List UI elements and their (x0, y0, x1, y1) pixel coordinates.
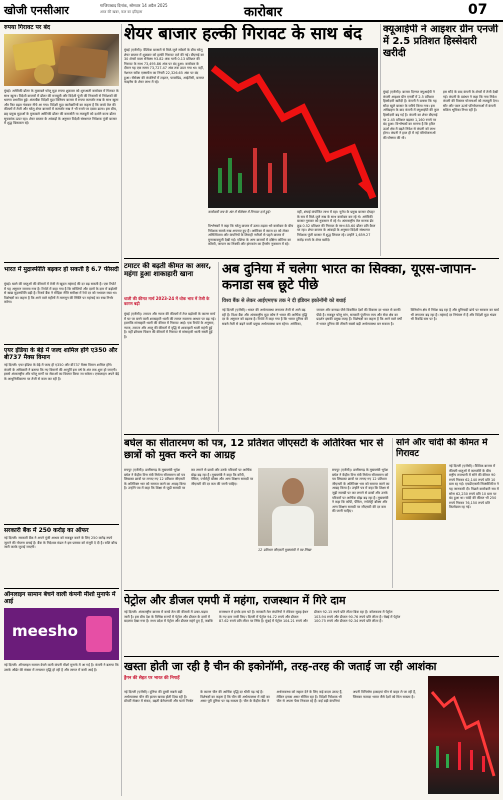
china-body: नई दिल्ली (एजेंसी)। दुनिया की दूसरी सबसे बड़ी अर्थव्यवस्था चीन की हालत खराब होती दिख रही है। प्रॉपर्टी सेक्टर में संकट, बढ़ती बेरोजगारी और घटते निर्यात के कारण चीन की आर्थिक वृद्धि दर धीमी पड़ गई है। विशेषज्ञों का कहना है कि चीन की अर्थव्यवस्था में मंदी का असर पूरी दुनिया पर पड़ सकता है। चीन के केंद्रीय बैंक ने अर्थव्यवस्था को सहारा देने के लिए कई कदम उठाए हैं, लेकिन इनका असर सीमित रहा है। विदेशी निवेशक भी चीन से अपना पैसा निकाल रहे हैं। कई बड़ी कंपनियां अपनी विनिर्माण इकाइयां चीन से बाहर ले जा रही हैं, जिसका फायदा भारत जैसे देशों को मिल सकता है। (124, 690, 417, 704)
market-chart-photo (208, 48, 378, 208)
thali-headline: टमाटर की बढ़ती कीमत का असर, महंगा हुआ शाकाहारी खाना (124, 262, 212, 278)
page-number: 07 (468, 2, 488, 18)
gold-photo (396, 464, 446, 520)
fuel-headline: पेट्रोल और डीजल एमपी में महंगा, राजस्थान में गिरे दाम (124, 594, 346, 607)
brand-name: खोजी एनसीआर (4, 4, 69, 17)
lead-headline: शेयर बाजार हल्की गिरावट के साथ बंद (124, 24, 363, 44)
rupee-headline: रुपया गिरावट पर बंद (4, 24, 51, 31)
airindia-body: नई दिल्ली। एयर इंडिया के बेड़े में जल्द ही ए350 और बी737 मैक्स विमान शामिल होंगे। कंपनी के अधिकारी ने बताया कि नए विमानों की आपूर्ति इस वर्ष के अंत तक शुरू हो जाएगी। इससे अंतरराष्ट्रीय और घरेलू मार्गों पर सेवाओं का विस्तार किया जा सकेगा। एयरलाइन अपने बेड़े के आधुनिकीकरण पर तेजी से काम कर रही है। (4, 363, 119, 381)
gst-body2: रायपुर (एजेंसी)। छत्तीसगढ़ के मुख्यमंत्री भूपेश बघेल ने केंद्रीय वित्त मंत्री निर्मला सीतारमण को पत्र लिखकर छात्रों पर लगाए गए 12 प्रतिशत जीएसटी के अतिरिक्त भार को समाप्त करने का आग्रह किया है। उन्होंने पत्र में कहा कि शिक्षा से जुड़ी सामग्री पर कर लगाने से छात्रों और उनके परिवारों पर आर्थिक बोझ बढ़ रहा है। मुख्यमंत्री ने कहा कि कॉपी, पेंसिल, ज्योमेट्री बॉक्स और अन्य शिक्षण सामग्री पर जीएसटी की दर कम की जानी चाहिए। (332, 468, 390, 514)
lead-body-c: वहीं, शंघाई कंपोजिट लाभ में रहा। यूरोप के प्रमुख बाजार दोपहर के सत्र में मिले-जुले रुख के साथ कारोबार कर रहे थे। अमेरिकी बाजार गुरुवार को नुकसान में रहे थे। अंतरराष्ट्रीय तेल मानक ब्रेंट क्रूड 0.52 प्रतिशत की गिरावट के साथ 85.60 डॉलर प्रति बैरल पर रहा। शेयर बाजार के आंकड़ों के अनुसार विदेशी संस्थागत निवेशक पूंजी बाजार में शुद्ध लिवाल रहे। उन्होंने 1,659.27 करोड़ रुपये के शेयर खरीदे। (297, 210, 376, 242)
thali-kicker: थाली की कीमत मार्च 2023-24 में थोक भाव में तेजी के कारण बढ़ी (124, 296, 210, 306)
rupee-body: मुंबई। अमेरिकी डॉलर के मुकाबले घरेलू मुद्रा रुपया शुक्रवार को शुरुआती कारोबार में गिरावट के साथ खुला। विदेशी बाजारों में डॉलर की मजबूती और विदेशी पूंजी की निकासी से निवेशकों की धारणा प्रभावित हुई। अंतरबैंक विदेशी मुद्रा विनिमय बाजार में रुपया कमजोर रुख के साथ खुला और फिर बढ़त गंवाकर नीचे आ गया। विदेशी मुद्रा कारोबारियों का कहना है कि कच्चे तेल की कीमतों में तेजी और घरेलू शेयर बाजारों में कमजोर रुख ने भी रुपये पर दबाव डाला। इस बीच, छह प्रमुख मुद्राओं के मुकाबले अमेरिकी डॉलर की कमजोरी या मजबूती को दर्शाने वाला डॉलर सूचकांक ऊपर रहा। शेयर बाजार के आंकड़ों के अनुसार विदेशी संस्थागत निवेशक पूंजी बाजार में शुद्ध बिकवाल रहे। (4, 89, 119, 126)
lead-story (124, 24, 378, 256)
china-market-photo (428, 676, 499, 794)
left-column (4, 24, 119, 796)
thali-story (124, 262, 216, 432)
india-headline: अब दुनिया में चलेगा भारत का सिक्का, यूएस-जापान-कनाडा सब छूटे पीछे (222, 262, 477, 293)
meesho-ad-image (4, 608, 119, 660)
gst-body: रायपुर (एजेंसी)। छत्तीसगढ़ के मुख्यमंत्री भूपेश बघेल ने केंद्रीय वित्त मंत्री निर्मला सीतारमण को पत्र लिखकर छात्रों पर लगाए गए 12 प्रतिशत जीएसटी के अतिरिक्त भार को समाप्त करने का आग्रह किया है। उन्होंने पत्र में कहा कि शिक्षा से जुड़ी सामग्री पर कर लगाने से छात्रों और उनके परिवारों पर आर्थिक बोझ बढ़ रहा है। मुख्यमंत्री ने कहा कि कॉपी, पेंसिल, ज्योमेट्री बॉक्स और अन्य शिक्षण सामग्री पर जीएसटी की दर कम की जानी चाहिए। (124, 468, 254, 491)
meesho-body: नई दिल्ली। ऑनलाइन सामान बेचने वाली कंपनी मीशो मुनाफे में आ गई है। कंपनी ने बताया कि उसके ऑर्डर की संख्या में लगातार वृद्धि हो रही है और लागत में कमी आई है। (4, 663, 119, 672)
inflation-body: मुंबई। खाने की वस्तुओं की कीमतों में तेजी से खुदरा महंगाई की दर बढ़ सकती है। एक रिपोर्ट में यह अनुमान जताया गया है। रिपोर्ट में कहा गया है कि सब्जियों और दालों के दाम में बढ़ोतरी से खाद्य मुद्रास्फीति बढ़ी है। रिजर्व बैंक ने मौद्रिक नीति समीक्षा में रेपो दर को यथावत रखा था। विशेषज्ञों का कहना है कि आने वाले महीनों में मानसून की स्थिति पर महंगाई का रुख निर्भर करेगा। (4, 282, 118, 305)
right-body: मुंबई (एजेंसी)। बाजार दिग्गज क्यूआईपी ने कंपनी आइशर ग्रीन एनर्जी में 2.5 प्रतिशत हिस्सेदारी खरीदी है। कंपनी ने बताया कि यह सौदा खुले बाजार के जरिये किया गया। इस अधिग्रहण के बाद कंपनी में क्यूआईपी की कुल हिस्सेदारी बढ़ गई है। कंपनी का शेयर बीएसई पर 2.45 प्रतिशत बढ़कर 1,160 रुपये पर बंद हुआ। विश्लेषकों का मानना है कि हरित ऊर्जा क्षेत्र में बढ़ते निवेश से कंपनी को लाभ होगा। कंपनी ने हाल ही में नई परियोजनाओं की घोषणा की थी। (383, 90, 439, 140)
gold-body: नई दिल्ली (एजेंसी)। वैश्विक बाजार में कीमती धातुओं में कमजोरी के बीच राष्ट्रीय राजधानी में सोने की कीमत 90 रुपये गिरकर 62,140 रुपये प्रति 10 ग्राम रह गई। एचडीएफसी सिक्योरिटीज ने यह जानकारी दी। पिछले कारोबारी सत्र में सोना 62,230 रुपये प्रति 10 ग्राम पर बंद हुआ था। चांदी की कीमत भी 250 रुपये गिरकर 76,150 रुपये प्रति किलोग्राम रह गई। (449, 464, 499, 510)
masthead (0, 0, 503, 22)
right-headline: क्यूआईपी ने आइशर ग्रीन एनर्जी में 2.5 प्रतिशत हिस्सेदारी खरीदी (383, 24, 498, 59)
india-body: नई दिल्ली (एजेंसी)। भारत की अर्थव्यवस्था लगातार तेजी से आगे बढ़ रही है। विश्व बैंक और अंतरराष्ट्रीय मुद्रा कोष ने भारत की आर्थिक वृद्धि दर के अनुमान को बढ़ाया है। रिपोर्ट में कहा गया है कि भारत दुनिया की सबसे तेजी से बढ़ने वाली प्रमुख अर्थव्यवस्था बना रहेगा। अमेरिका, जापान और कनाडा जैसे विकसित देशों की विकास दर भारत से काफी पीछे है। मजबूत घरेलू मांग, सरकारी पूंजीगत व्यय और सेवा क्षेत्र का प्रदर्शन इसकी प्रमुख वजह हैं। विशेषज्ञों का कहना है कि आने वाले वर्षों में भारत दुनिया की तीसरी सबसे बड़ी अर्थव्यवस्था बन सकता है। विनिर्माण क्षेत्र में निवेश बढ़ रहा है और बुनियादी ढांचे पर सरकार का खर्च भी लगातार बढ़ रहा है। महंगाई दर नियंत्रण में है और विदेशी मुद्रा भंडार भी रिकॉर्ड स्तर पर है। (222, 308, 499, 326)
thali-body: मुंबई (एजेंसी)। टमाटर और प्याज की कीमतों में तेज बढ़ोतरी के कारण मार्च में घर पर बनने वाली शाकाहारी थाली की लागत सालाना आधार पर बढ़ गई। हालांकि मांसाहारी थाली की कीमत में गिरावट आई। एक रिपोर्ट के अनुसार, प्याज, टमाटर और आलू की कीमतों में वृद्धि से शाकाहारी थाली महंगी हुई है। वहीं ब्रॉयलर चिकन की कीमतों में गिरावट से मांसाहारी थाली सस्ती हुई है। (124, 312, 216, 339)
issue-meta: गाजियाबाद दिनांक, सोमवार 14 अप्रैल 2025 (100, 3, 168, 8)
gold-story (396, 438, 499, 588)
meesho-headline: ऑनलाइन सामान बेचने वाली कंपनी मीशो मुनाफे में आई (4, 591, 116, 605)
india-economy-story (222, 262, 499, 432)
right-body2: इस सौदे के बाद कंपनी के शेयरों में तेजी देखी गई। कंपनी के प्रबंधन ने कहा कि नया निवेश कंपनी की विस्तार योजनाओं को मजबूती देगा। सौर और पवन ऊर्जा परियोजनाओं में कंपनी सक्रिय भूमिका निभा रही है। (443, 90, 499, 113)
meesho-logo: meesho (12, 622, 78, 640)
airindia-headline: एयर इंडिया के बेड़े में जल्द शामिल होंगे ए350 और बी737 मैक्स विमान (4, 347, 118, 361)
lead-body-a: मुंबई (एजेंसी)। वैश्विक बाजारों से मिले-जुले संकेतों के बीच घरेलू शेयर बाजार में शुक्रवार को हल्की गिरावट दर्ज की गई। बीएसई का 30 शेयरों वाला सेंसेक्स 93.82 अंक यानी 0.13 प्रतिशत की गिरावट के साथ 73,495.86 अंक पर बंद हुआ। कारोबार के दौरान यह एक समय 73,727.47 अंक तक ऊपर गया था। वहीं, नेशनल स्टॉक एक्सचेंज का निफ्टी 22,326.65 अंक पर बंद हुआ। सेंसेक्स की कंपनियों में टाइटन, पावरग्रिड, आईटीसी, बजाज फाइनेंस के शेयर लाभ में रहे। (124, 48, 204, 85)
fuel-body: नई दिल्ली। अंतरराष्ट्रीय बाजार में कच्चे तेल की कीमतों में उतार-चढ़ाव जारी है। इस बीच देश के विभिन्न राज्यों में पेट्रोल और डीजल के दामों में बदलाव देखा गया है। मध्य प्रदेश में पेट्रोल और डीजल महंगे हुए हैं, जबकि राजस्थान में इनके दाम घटे हैं। सरकारी तेल कंपनियों ने रविवार सुबह ईंधन के नए दाम जारी किए। दिल्ली में पेट्रोल 94.72 रुपये और डीजल 87.62 रुपये प्रति लीटर पर स्थिर है। मुंबई में पेट्रोल 104.21 रुपये और डीजल 92.15 रुपये प्रति लीटर बिक रहा है। कोलकाता में पेट्रोल 103.94 रुपये और डीजल 90.76 रुपये प्रति लीटर है। चेन्नई में पेट्रोल 100.75 रुपये और डीजल 92.34 रुपये प्रति लीटर है। (124, 610, 401, 624)
bank-body: नई दिल्ली। सरकारी बैंक ने अपने पूंजी आधार को मजबूत करने के लिए 250 करोड़ रुपये जुटाने की योजना बनाई है। बैंक के निदेशक मंडल ने इस प्रस्ताव को मंजूरी दे दी है। राशि बॉन्ड जारी करके जुटाई जाएगी। (4, 536, 118, 550)
china-story (124, 660, 499, 796)
gold-headline: सोने और चांदी की कीमत में गिरावट (396, 438, 488, 459)
lead-caption: कारोबारी सत्र के अंत में सेंसेक्स में गिरावट दर्ज हुई। (208, 210, 271, 214)
china-headline: खस्ता होती जा रही है चीन की इकोनॉमी, तरह-तरह की जताई जा रही आशंका (124, 660, 437, 673)
india-subhead: विश्व बैंक से लेकर आईएमएफ तक ने दी इंडियन इकोनॉमी को बधाई (222, 298, 346, 304)
fuel-story (124, 594, 499, 654)
issue-tagline: आज की खबर, कल का इतिहास (100, 10, 143, 14)
inflation-headline: भारत में मुद्रास्फीति बढ़कर हो सकती है 6.7 फीसदी (4, 266, 119, 273)
minister-photo (258, 468, 328, 546)
lead-body-b: विश्लेषकों ने कहा कि घरेलू बाजार में उतार-चढ़ाव भरे कारोबार के बीच निवेशक सतर्क रुख अपनाए हुए हैं। अमेरिका में ब्याज दर को लेकर अनिश्चितता और कंपनियों के तिमाही नतीजों से पहले बाजार में मुनाफावसूली देखी गई। एशिया के अन्य बाजारों में दक्षिण कोरिया का कॉस्पी, जापान का निक्की और हांगकांग का हैंगसेंग नुकसान में रहे। (208, 224, 294, 247)
gst-caption: 12 प्रतिशत जीएसटी मुख्यमंत्री ने पत्र लिखा (258, 548, 312, 552)
gst-story (124, 438, 390, 588)
right-story (383, 24, 499, 256)
section-name: कारोबार (244, 5, 283, 20)
bank-headline: सरकारी बैंक में 250 करोड़ का ऑफर (4, 527, 89, 534)
china-kicker: ड्रैगन की सेहत पर भारत की निगाहें (124, 676, 180, 681)
gst-headline: बघेल का सीतारमण को पत्र, 12 प्रतिशत जीएसटी के अतिरिक्त भार से छात्रों को मुक्त करने का आग्रह (124, 438, 384, 461)
rupee-photo (4, 34, 119, 86)
